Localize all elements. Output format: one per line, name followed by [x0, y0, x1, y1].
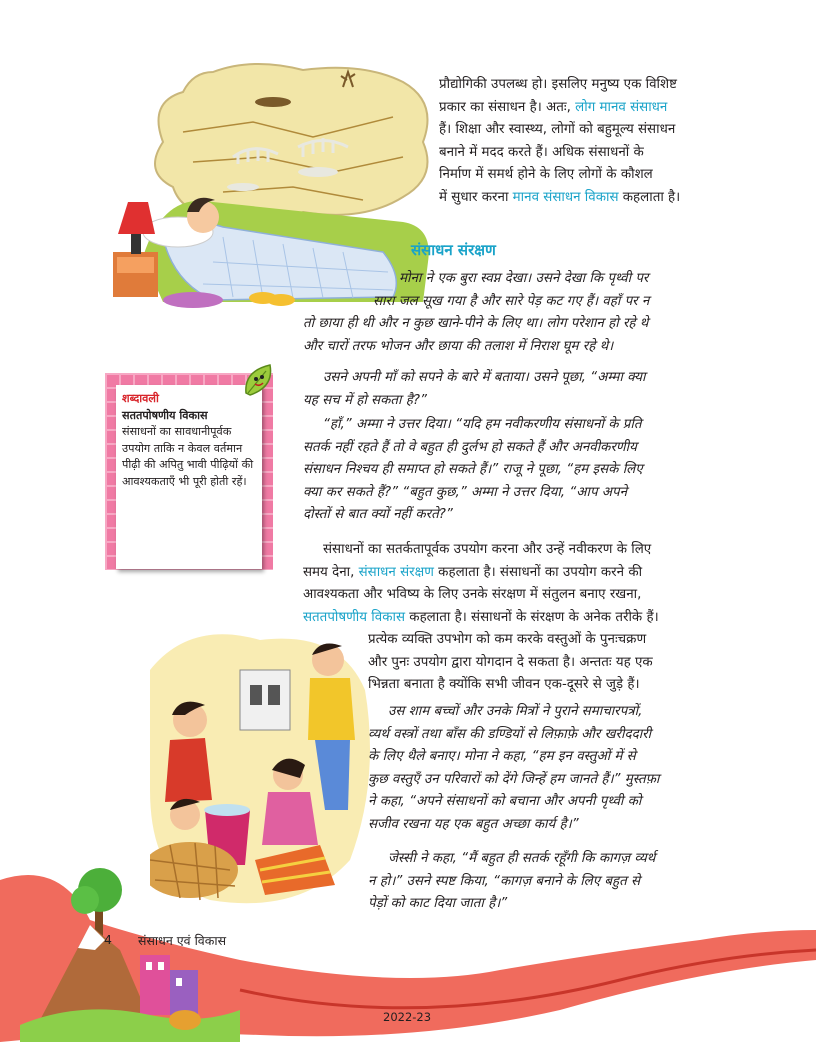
text-span: कहलाता है।: [618, 189, 681, 205]
text-line: पेड़ों को काट दिया जाता है।”: [368, 896, 508, 912]
text-line: मोना ने एक बुरा स्वप्न देखा। उसने देखा कि पृथ्वी पर: [399, 271, 649, 286]
text-line: बनाने में मदद करते हैं। अधिक संसाधनों के: [439, 144, 644, 160]
key-term: सततपोषणीय विकास: [303, 609, 406, 625]
story-paragraph-2: [303, 367, 733, 412]
text-line: जेस्सी ने कहा, “मैं बहुत ही सतर्क रहूँगी कि कागज़ व्यर्थ: [388, 851, 656, 866]
text-line: [439, 97, 733, 120]
text-line: उसने अपनी माँ को सपने के बारे में बताया। उसने पूछा, “अम्मा क्या: [323, 370, 646, 385]
text-line: सजीव रखना यह एक बहुत अच्छा कार्य है।”: [368, 816, 579, 832]
text-line: सारा जल सूख गया है और सारे पेड़ कट गए हैं। वहाँ पर न: [373, 293, 650, 309]
text-line: संसाधनों का सतर्कतापूर्वक उपयोग करना और उन्हें नवीकरण के लिए: [323, 542, 652, 557]
conservation-paragraph: [303, 539, 733, 629]
text-line: उस शाम बच्चों और उनके मित्रों ने पुराने समाचारपत्रों,: [388, 704, 643, 719]
intro-paragraph: [439, 74, 733, 210]
text-span: कहलाता है। संसाधनों का उपयोग करने की: [433, 564, 643, 580]
text-line: सतर्क नहीं रहते हैं तो वे बहुत ही दुर्लभ हो सकते हैं और अनवीकरणीय: [303, 439, 637, 455]
text-line: हैं। शिक्षा और स्वास्थ्य, लोगों को बहुमूल्य संसाधन: [439, 122, 676, 138]
glossary-term: सततपोषणीय विकास: [122, 408, 208, 422]
text-line: निर्माण में समर्थ होने के लिए लोगों के कौशल: [439, 167, 653, 183]
text-line: के लिए थैले बनाए। मोना ने कहा, “हम इन वस्तुओं में से: [368, 749, 636, 765]
section-heading: संसाधन संरक्षण: [411, 241, 496, 259]
text-line: यह सच में हो सकता है?”: [303, 392, 427, 408]
page-number: 4: [104, 932, 112, 947]
text-span: में सुधार करना: [439, 189, 513, 205]
text-line: “हाँ,” अम्मा ने उत्तर दिया। “यदि हम नवीकरणीय संसाधनों के प्रति: [323, 417, 642, 432]
text-line: आवश्यकता और भविष्य के लिए उनके संरक्षण में संतुलन बनाए रखना,: [303, 587, 642, 603]
text-line: न हो।” उसने स्पष्ट किया, “कागज़ बनाने के लिए बहुत से: [368, 873, 641, 889]
conservation-paragraph-cont: [368, 629, 733, 697]
key-term: मानव संसाधन विकास: [512, 189, 619, 205]
edition-year: 2022-23: [383, 1010, 432, 1024]
mountain-village-illustration: [20, 860, 240, 1042]
story-paragraph-4: [368, 701, 733, 837]
text-line: प्रत्येक व्यक्ति उपभोग को कम करके वस्तुओं के पुनःचक्रण: [368, 632, 647, 647]
text-line: व्यर्थ वस्त्रों तथा बाँस की डण्डियों से लिफ़ाफ़े और खरीददारी: [368, 726, 652, 742]
leaf-icon: [242, 363, 274, 399]
book-title: संसाधन एवं विकास: [138, 933, 227, 948]
key-term: लोग मानव संसाधन: [575, 99, 668, 115]
text-line: [303, 562, 733, 585]
text-line: [439, 187, 733, 210]
text-line: [303, 607, 733, 630]
text-line: तो छाया ही थी और न कुछ खाने-पीने के लिए था। लोग परेशान हो रहे थे: [303, 316, 649, 332]
key-term: संसाधन संरक्षण: [358, 564, 434, 580]
text-line: और चारों तरफ भोजन और छाया की तलाश में निराश घूम रहे थे।: [303, 338, 614, 354]
text-line: कुछ वस्तुएँ उन परिवारों को देंगे जिन्हें हम जानते हैं।” मुस्तफ़ा: [368, 771, 660, 787]
text-line: संसाधन निश्चय ही समाप्त हो सकते हैं।” राजू ने पूछा, “हम इसके लिए: [303, 462, 643, 478]
story-paragraph-3: [303, 414, 733, 527]
story-paragraph-1: [303, 268, 733, 358]
text-span: प्रकार का संसाधन है। अतः,: [439, 99, 576, 115]
text-line: ने कहा, “अपने संसाधनों को बचाना और अपनी पृथ्वी को: [368, 794, 642, 810]
text-line: दोस्तों से बात क्यों नहीं करते?”: [303, 507, 453, 523]
text-line: और पुनः उपयोग द्वारा योगदान दे सकता है। अन्ततः यह एक: [368, 654, 653, 670]
text-line: प्रौद्योगिकी उपलब्ध हो। इसलिए मनुष्य एक विशिष्ट: [439, 77, 677, 92]
text-line: क्या कर सकते हैं?” “बहुत कुछ,” अम्मा ने उत्तर दिया, “आप अपने: [303, 484, 628, 500]
text-span: कहलाता है। संसाधनों के संरक्षण के अनेक तरीके हैं।: [405, 609, 659, 625]
glossary-definition: संसाधनों का सावधानीपूर्वक उपयोग ताकि न केवल वर्तमान पीढ़ी की अपितु भावी पीढ़ियों की आवश्यकताएँ भी पूरी होती रहें।: [122, 425, 254, 488]
glossary-title: शब्दावली: [122, 392, 159, 405]
text-line: भिन्नता बनाता है क्योंकि सभी जीवन एक-दूसरे से जुड़े हैं।: [368, 677, 640, 693]
glossary-box: [116, 385, 262, 569]
text-span: समय देना,: [303, 564, 359, 580]
